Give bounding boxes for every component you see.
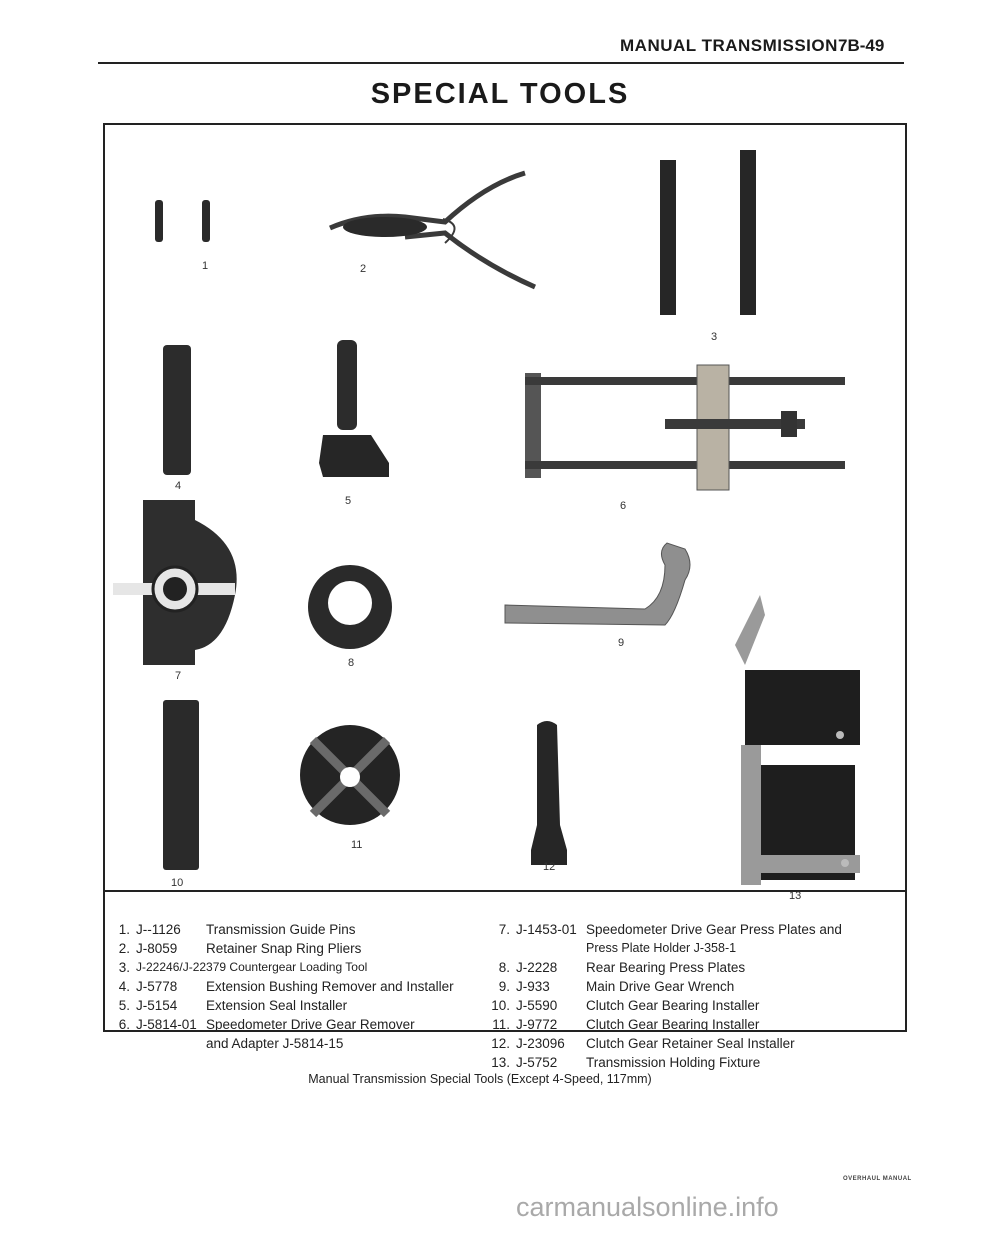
figure-label-2: 2 [360,263,367,275]
figure-label-10: 10 [171,877,184,889]
header-page-number: 7B-49 [838,36,885,55]
legend-left [108,920,454,1053]
footer-tag: OVERHAUL MANUAL [843,1176,912,1182]
figure-label-8: 8 [348,657,355,669]
tool-1-guide-pins [155,200,210,242]
page-title-wrap [0,78,1000,111]
legend-item-5: 5. J-5154 Extension Seal Installer [118,998,348,1013]
tool-13-holding-fixture [735,595,860,885]
figure-label-11: 11 [351,839,363,851]
header-section-title: MANUAL TRANSMISSION [620,36,838,55]
tool-7-press-plates [113,500,237,665]
tool-10-bearing-installer [163,700,199,870]
legend-item-1: 1. J--1126 Transmission Guide Pins [118,922,356,937]
tool-12-seal-installer [531,721,567,865]
legend-item-2: 2. J-8059 Retainer Snap Ring Pliers [118,941,362,956]
figure-label-7: 7 [175,670,182,682]
legend-item-6-sub: and Adapter J-5814-15 [206,1036,344,1051]
legend-item-12: 12. J-23096 Clutch Gear Retainer Seal Installer [491,1036,795,1051]
figure-label-5: 5 [345,495,352,507]
legend-item-6: 6. J-5814-01 Speedometer Drive Gear Remover [118,1017,415,1032]
tool-5-seal-installer [319,340,389,477]
figure-label-1: 1 [202,260,209,272]
tool-9-wrench [505,543,690,625]
tools-illustration [105,125,905,890]
figure-label-9: 9 [618,637,625,649]
figure-label-4: 4 [175,480,182,492]
legend-item-13: 13. J-5752 Transmission Holding Fixture [491,1055,761,1070]
watermark: carmanualsonline.info [516,1192,779,1222]
legend-right [488,920,842,1072]
legend-item-9: 9. J-933 Main Drive Gear Wrench [498,979,735,994]
legend-item-3: 3. J-22246/J-22379 Countergear Loading Tool [118,960,368,975]
legend-item-7-sub: Press Plate Holder J-358-1 [586,941,737,955]
figure-label-3: 3 [711,331,718,343]
figure-label-13: 13 [789,890,802,902]
figure-label-6: 6 [620,500,627,512]
tool-11-bearing-installer-disc [300,725,400,825]
tool-6-gear-remover [525,365,845,490]
tool-8-rear-bearing-plate [308,565,392,649]
legend-item-10: 10. J-5590 Clutch Gear Bearing Installer [491,998,760,1013]
tool-3-loading-tool [660,150,756,315]
header-rule [98,62,904,64]
legend-item-11: 11. J-9772 Clutch Gear Bearing Installer [492,1017,760,1032]
figure-label-12: 12 [543,861,556,873]
legend-item-7: 7. J-1453-01 Speedometer Drive Gear Press Plates and [498,922,842,937]
tool-4-bushing-remover [163,345,191,475]
figure-caption: Manual Transmission Special Tools (Except 4-Speed, 117mm) [308,1072,652,1086]
page-title: SPECIAL TOOLS [370,78,630,110]
tools-figure [103,123,907,902]
legend-item-8: 8. J-2228 Rear Bearing Press Plates [498,960,746,975]
legend-item-4: 4. J-5778 Extension Bushing Remover and Installer [118,979,454,994]
